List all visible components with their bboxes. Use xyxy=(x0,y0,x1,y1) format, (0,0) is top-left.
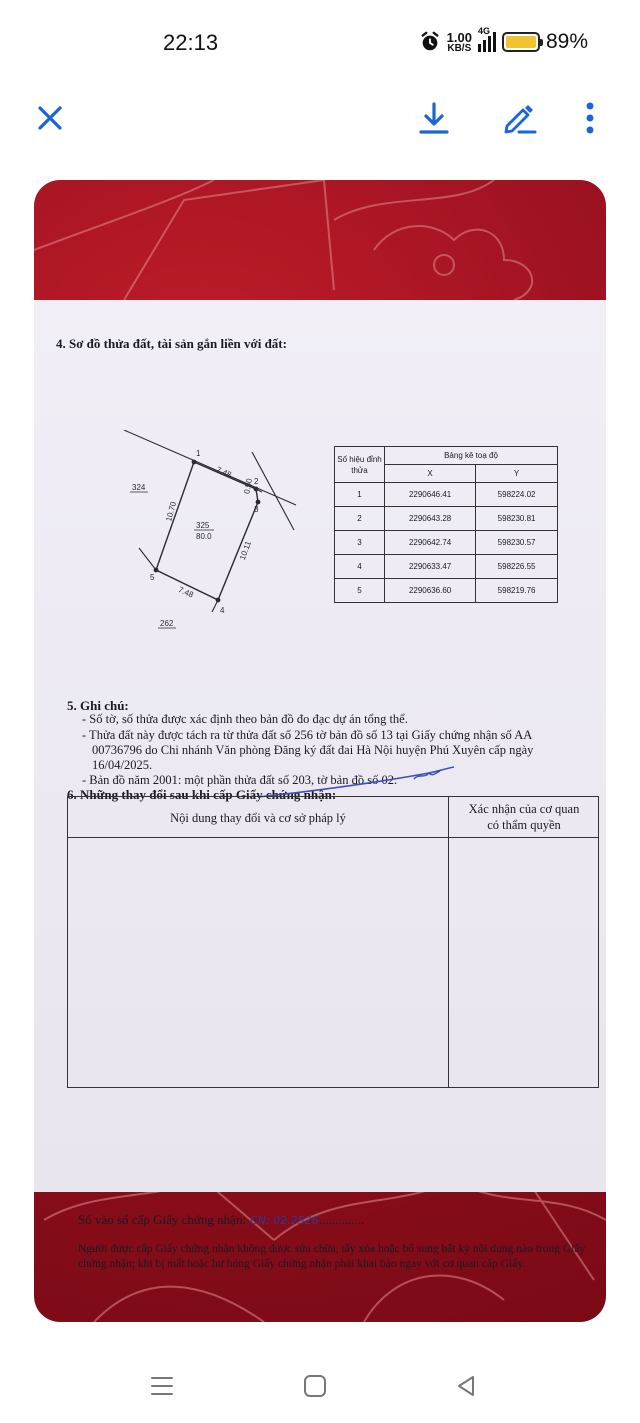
edge-length: 7.48 xyxy=(176,584,195,600)
edit-button[interactable] xyxy=(497,96,541,140)
edge-length: 10.11 xyxy=(237,539,254,562)
system-nav-bar xyxy=(0,1350,640,1423)
close-icon xyxy=(36,104,64,132)
vertex-id: 2 xyxy=(335,507,385,531)
status-bar xyxy=(0,0,640,86)
parcel-diagram xyxy=(114,430,314,630)
back-icon xyxy=(455,1374,477,1398)
vertex-label: 4 xyxy=(220,606,225,615)
battery-icon xyxy=(502,32,540,52)
home-button[interactable] xyxy=(295,1370,335,1402)
vertex-label: 1 xyxy=(196,449,201,458)
table-row xyxy=(335,531,558,555)
recent-apps-icon xyxy=(150,1375,174,1397)
changes-table xyxy=(67,796,599,1088)
section4-title: 4. Sơ đồ thửa đất, tài sản gắn liền với đất: xyxy=(56,336,287,351)
download-button[interactable] xyxy=(412,96,456,140)
vertex-label: 2 xyxy=(254,477,259,486)
coordinate-table xyxy=(334,446,558,603)
back-button[interactable] xyxy=(446,1370,486,1402)
section5-title: 5. Ghi chú: xyxy=(67,698,129,713)
table-row xyxy=(335,579,558,603)
viewer-toolbar xyxy=(0,86,640,150)
vertex-id: 1 xyxy=(335,483,385,507)
changes-col2-header xyxy=(448,801,600,833)
vertex-id: 4 xyxy=(335,555,385,579)
battery-percent: 89% xyxy=(545,30,588,53)
edge-length: 7.48 xyxy=(214,465,233,480)
coord-y: 598226.55 xyxy=(476,555,558,579)
register-value: CN: 02.2526 xyxy=(250,1214,319,1227)
land-certificate-page xyxy=(34,300,606,1270)
coord-x: 2290636.60 xyxy=(385,579,476,603)
more-button[interactable] xyxy=(568,96,612,140)
changes-col2-line: Xác nhận của cơ quan xyxy=(468,802,580,816)
changes-col2-line: có thẩm quyền xyxy=(487,818,561,832)
register-line xyxy=(78,1212,364,1228)
parcel-area: 80.0 xyxy=(196,532,212,541)
coord-y: 598230.57 xyxy=(476,531,558,555)
coord-y: 598224.02 xyxy=(476,483,558,507)
close-button[interactable] xyxy=(28,96,72,140)
network-speed xyxy=(447,31,472,54)
neighbor-parcel: 262 xyxy=(160,619,174,628)
note-line: 00736796 do Chi nhánh Văn phòng Đăng ký đất đai Hà Nội huyện Phú Xuyên cấp ngày xyxy=(92,743,534,757)
coord-y: 598230.81 xyxy=(476,507,558,531)
register-dots: .............. xyxy=(318,1212,365,1227)
table-row xyxy=(335,483,558,507)
register-label: Số vào sổ cấp Giấy chứng nhận: xyxy=(78,1212,247,1227)
changes-col1-header: Nội dung thay đổi và cơ sở pháp lý xyxy=(170,811,346,825)
speed-unit: KB/S xyxy=(447,42,472,54)
home-icon xyxy=(303,1374,327,1398)
vertex-id: 5 xyxy=(335,579,385,603)
note-line: - Bản đồ năm 2001: một phần thửa đất số 203, tờ bản đồ số 02. xyxy=(82,773,398,787)
coord-x: 2290643.28 xyxy=(385,507,476,531)
edit-pen-icon xyxy=(501,101,537,135)
vertex-label: 3 xyxy=(254,505,259,514)
coord-x: 2290642.74 xyxy=(385,531,476,555)
status-icons xyxy=(419,26,588,54)
note-line: - Thửa đất này được tách ra từ thửa đất số 256 tờ bản đồ số 13 tại Giấy chứng nhận số AA xyxy=(82,728,533,742)
note-line: 16/04/2025. xyxy=(92,758,153,772)
vertex-id: 3 xyxy=(335,531,385,555)
coord-y: 598219.76 xyxy=(476,579,558,603)
col-x-header: X xyxy=(385,465,476,483)
edge-length: 0.50 xyxy=(242,477,254,495)
table-row xyxy=(335,507,558,531)
note-line: - Số tờ, số thửa được xác định theo bản đồ đo đạc dự án tổng thể. xyxy=(82,712,408,726)
fine-print: Người được cấp Giấy chứng nhận không được sửa chữa, tẩy xóa hoặc bổ sung bất kỳ nội dung nào trong Giấy chứng nhận; khi bị mất hoặc hư hỏng Giấy chứng nhận phải khai báo ngay với cơ quan cấp Giấy. xyxy=(78,1243,586,1270)
coord-x: 2290646.41 xyxy=(385,483,476,507)
more-vertical-icon xyxy=(584,101,596,135)
status-time: 22:13 xyxy=(163,30,219,55)
download-icon xyxy=(418,101,450,135)
alarm-icon xyxy=(419,31,441,53)
signal-icon xyxy=(477,26,496,52)
speed-value: 1.00 xyxy=(446,29,472,45)
table-row xyxy=(335,555,558,579)
network-type: 4G xyxy=(477,26,490,36)
vertex-label: 5 xyxy=(150,573,155,582)
col-y-header: Y xyxy=(476,465,558,483)
recent-apps-button[interactable] xyxy=(142,1370,182,1402)
photo-viewer[interactable] xyxy=(34,180,606,1322)
parcel-number: 325 xyxy=(196,521,210,530)
section6-title: 6. Những thay đổi sau khi cấp Giấy chứng nhận: xyxy=(67,787,337,802)
coord-table-title: Bảng kê toạ độ xyxy=(385,447,558,465)
coord-x: 2290633.47 xyxy=(385,555,476,579)
col-vertex-header: Số hiệu đỉnh thửa xyxy=(335,447,385,483)
edge-length: 10.70 xyxy=(164,500,179,523)
neighbor-parcel: 324 xyxy=(132,483,146,492)
